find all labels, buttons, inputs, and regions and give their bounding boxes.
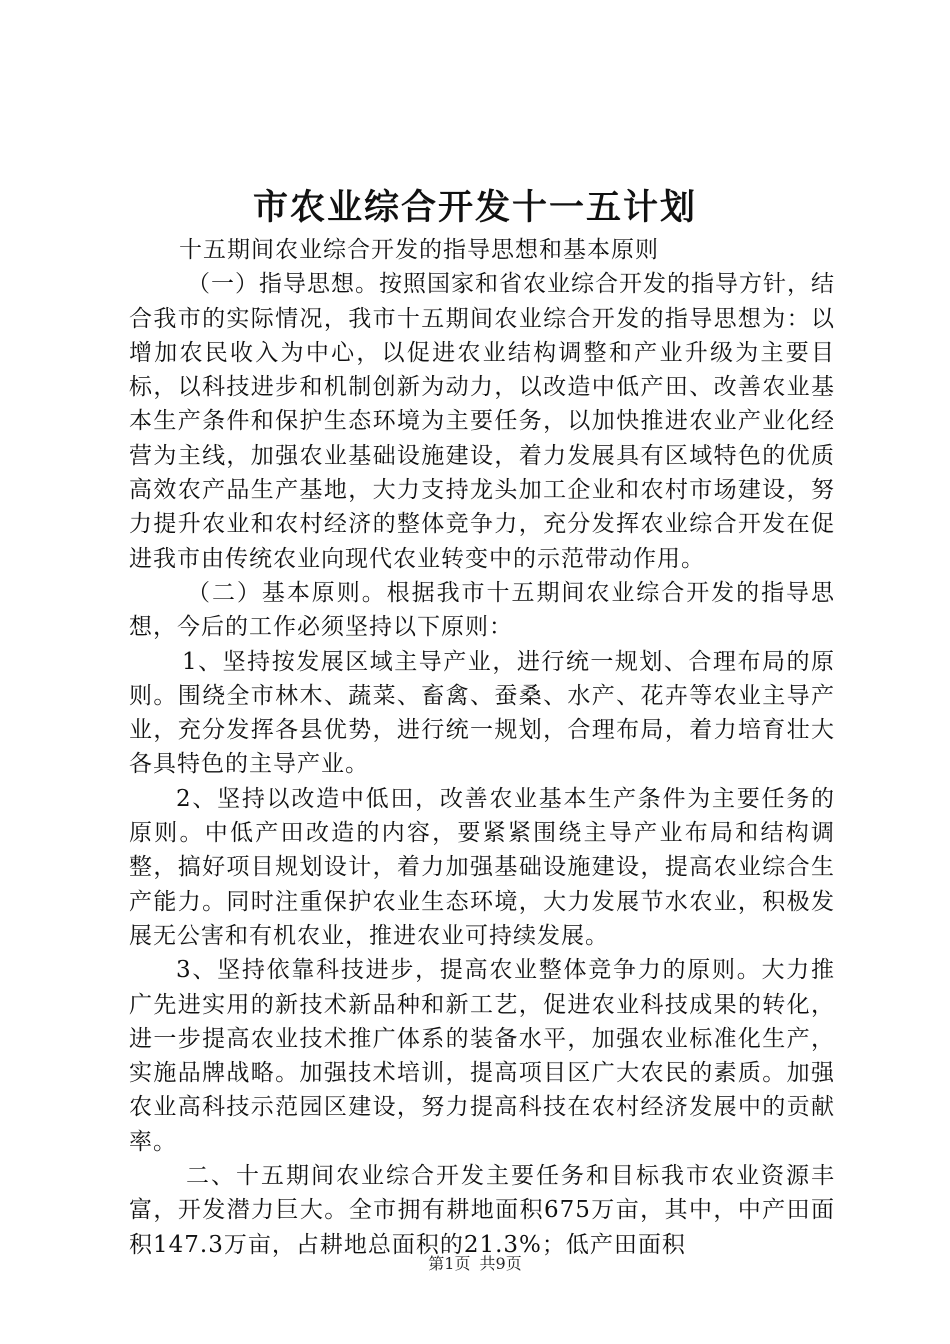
paragraph-section-two: 二、十五期间农业综合开发主要任务和目标我市农业资源丰富，开发潜力巨大。全市拥有耕地面积675万亩，其中，中产田面积147.3万亩，占耕地总面积的21.3%；低产田面积: [129, 1163, 835, 1258]
document-title: 市农业综合开发十一五计划: [252, 187, 697, 228]
paragraph-principle-2: 2、坚持以改造中低田，改善农业基本生产条件为主要任务的原则。中低产田改造的内容，要紧紧围绕主导产业布局和结构调整，搞好项目规划设计，着力加强基础设施建设，提高农业综合生产能力。同时注重保护农业生态环境，大力发展节水农业，积极发展无公害和有机农业，推进农业可持续发展。: [129, 785, 835, 949]
document-body: [129, 233, 835, 1262]
section-heading: 十五期间农业综合开发的指导思想和基本原则: [179, 237, 659, 263]
paragraph-principle-1: 1、坚持按发展区域主导产业，进行统一规划、合理布局的原则。围绕全市林木、蔬菜、畜禽、蚕桑、水产、花卉等农业主导产业，充分发挥各县优势，进行统一规划，合理布局，着力培育壮大各具特色的主导产业。: [129, 648, 835, 778]
paragraph-basic-principles: （二）基本原则。根据我市十五期间农业综合开发的指导思想，今后的工作必须坚持以下原则：: [129, 579, 835, 641]
page-number-current: 第1页: [428, 1254, 471, 1273]
paragraph-guiding-ideology: （一）指导思想。按照国家和省农业综合开发的指导方针，结合我市的实际情况，我市十五期间农业综合开发的指导思想为：以增加农民收入为中心，以促进农业结构调整和产业升级为主要目标，以科技进步和机制创新为动力，以改造中低产田、改善农业基本生产条件和保护生态环境为主要任务，以加快推进农业产业化经营为主线，加强农业基础设施建设，着力发展具有区域特色的优质高效农产品生产基地，大力支持龙头加工企业和农村市场建设，努力提升农业和农村经济的整体竞争力，充分发挥农业综合开发在促进我市由传统农业向现代农业转变中的示范带动作用。: [129, 271, 835, 572]
paragraph-principle-3: 3、坚持依靠科技进步，提高农业整体竞争力的原则。大力推广先进实用的新技术新品种和新工艺，促进农业科技成果的转化，进一步提高农业技术推广体系的装备水平，加强农业标准化生产，实施品牌战略。加强技术培训，提高项目区广大农民的素质。加强农业高科技示范园区建设，努力提高科技在农村经济发展中的贡献率。: [129, 957, 835, 1155]
page-number-total: 共9页: [479, 1254, 522, 1273]
page-footer: [0, 1251, 950, 1274]
